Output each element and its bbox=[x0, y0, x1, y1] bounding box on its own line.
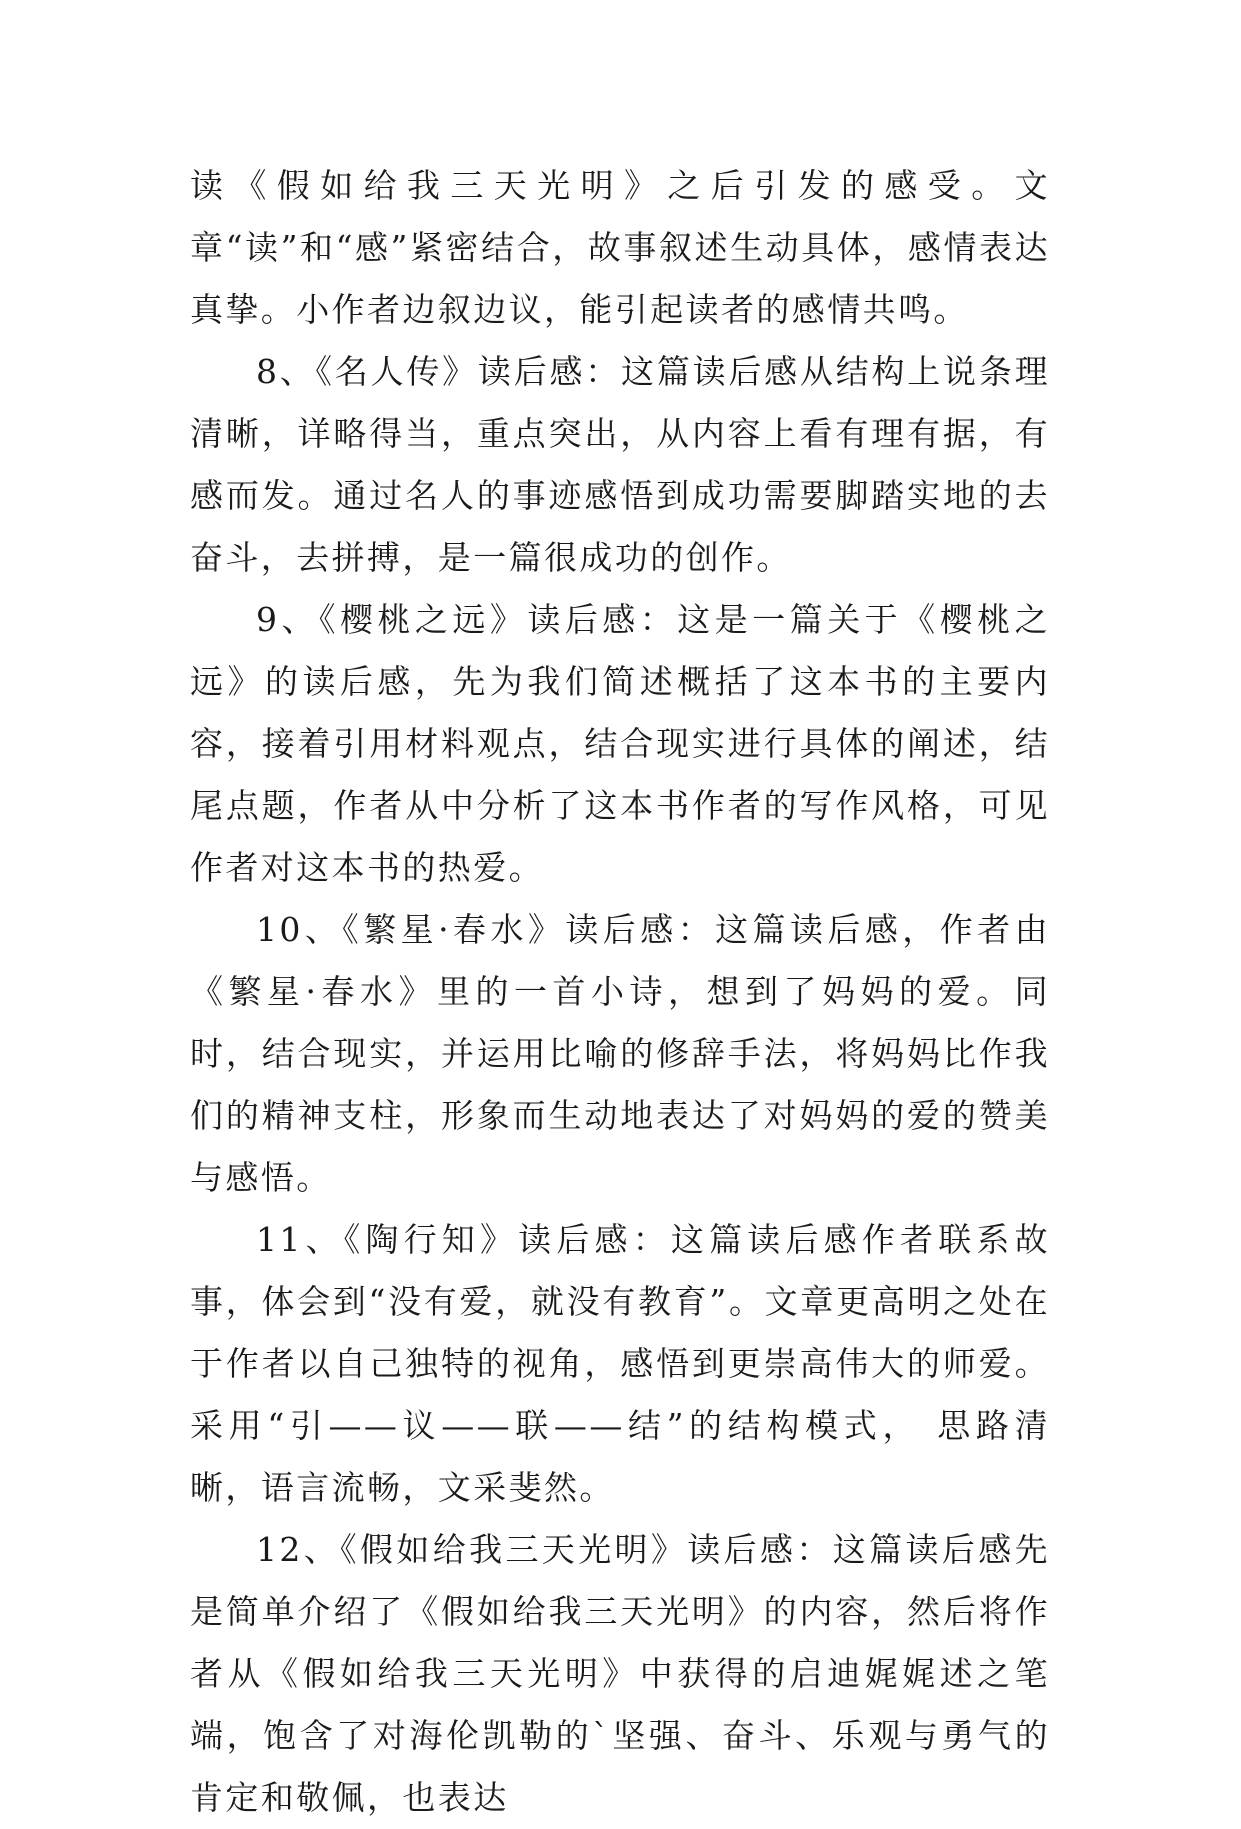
paragraph-continuation: 读《假如给我三天光明》之后引发的感受。文章“读”和“感”紧密结合，故事叙述生动具体，感情表达真挚。小作者边叙边议，能引起读者的感情共鸣。 bbox=[190, 166, 1050, 329]
paragraph-item-9: 9、《樱桃之远》读后感：这是一篇关于《樱桃之远》的读后感，先为我们简述概括了这本书的主要内容，接着引用材料观点，结合现实进行具体的阐述，结尾点题，作者从中分析了这本书作者的写作风格，可见作者对这本书的热爱。 bbox=[190, 600, 1050, 887]
paragraph-item-10: 10、《繁星·春水》读后感：这篇读后感，作者由《繁星·春水》里的一首小诗，想到了妈妈的爱。同时，结合现实，并运用比喻的修辞手法，将妈妈比作我们的精神支柱，形象而生动地表达了对妈妈的爱的赞美与感悟。 bbox=[190, 910, 1050, 1197]
paragraph-item-8: 8、《名人传》读后感：这篇读后感从结构上说条理清晰，详略得当，重点突出，从内容上看有理有据，有感而发。通过名人的事迹感悟到成功需要脚踏实地的去奋斗，去拼搏，是一篇很成功的创作。 bbox=[190, 352, 1050, 577]
paragraph-item-12: 12、《假如给我三天光明》读后感：这篇读后感先是简单介绍了《假如给我三天光明》的内容，然后将作者从《假如给我三天光明》中获得的启迪娓娓述之笔端，饱含了对海伦凯勒的`坚强、奋斗、乐观与勇气的肯定和敬佩，也表达 bbox=[190, 1530, 1050, 1817]
paragraph-item-11: 11、《陶行知》读后感：这篇读后感作者联系故事，体会到“没有爱，就没有教育”。文章更高明之处在于作者以自己独特的视角，感悟到更崇高伟大的师爱。 采用“引——议——联——结”的结构模式， 思路清晰，语言流畅，文采斐然。 bbox=[190, 1220, 1050, 1507]
document-body bbox=[190, 155, 1050, 1829]
